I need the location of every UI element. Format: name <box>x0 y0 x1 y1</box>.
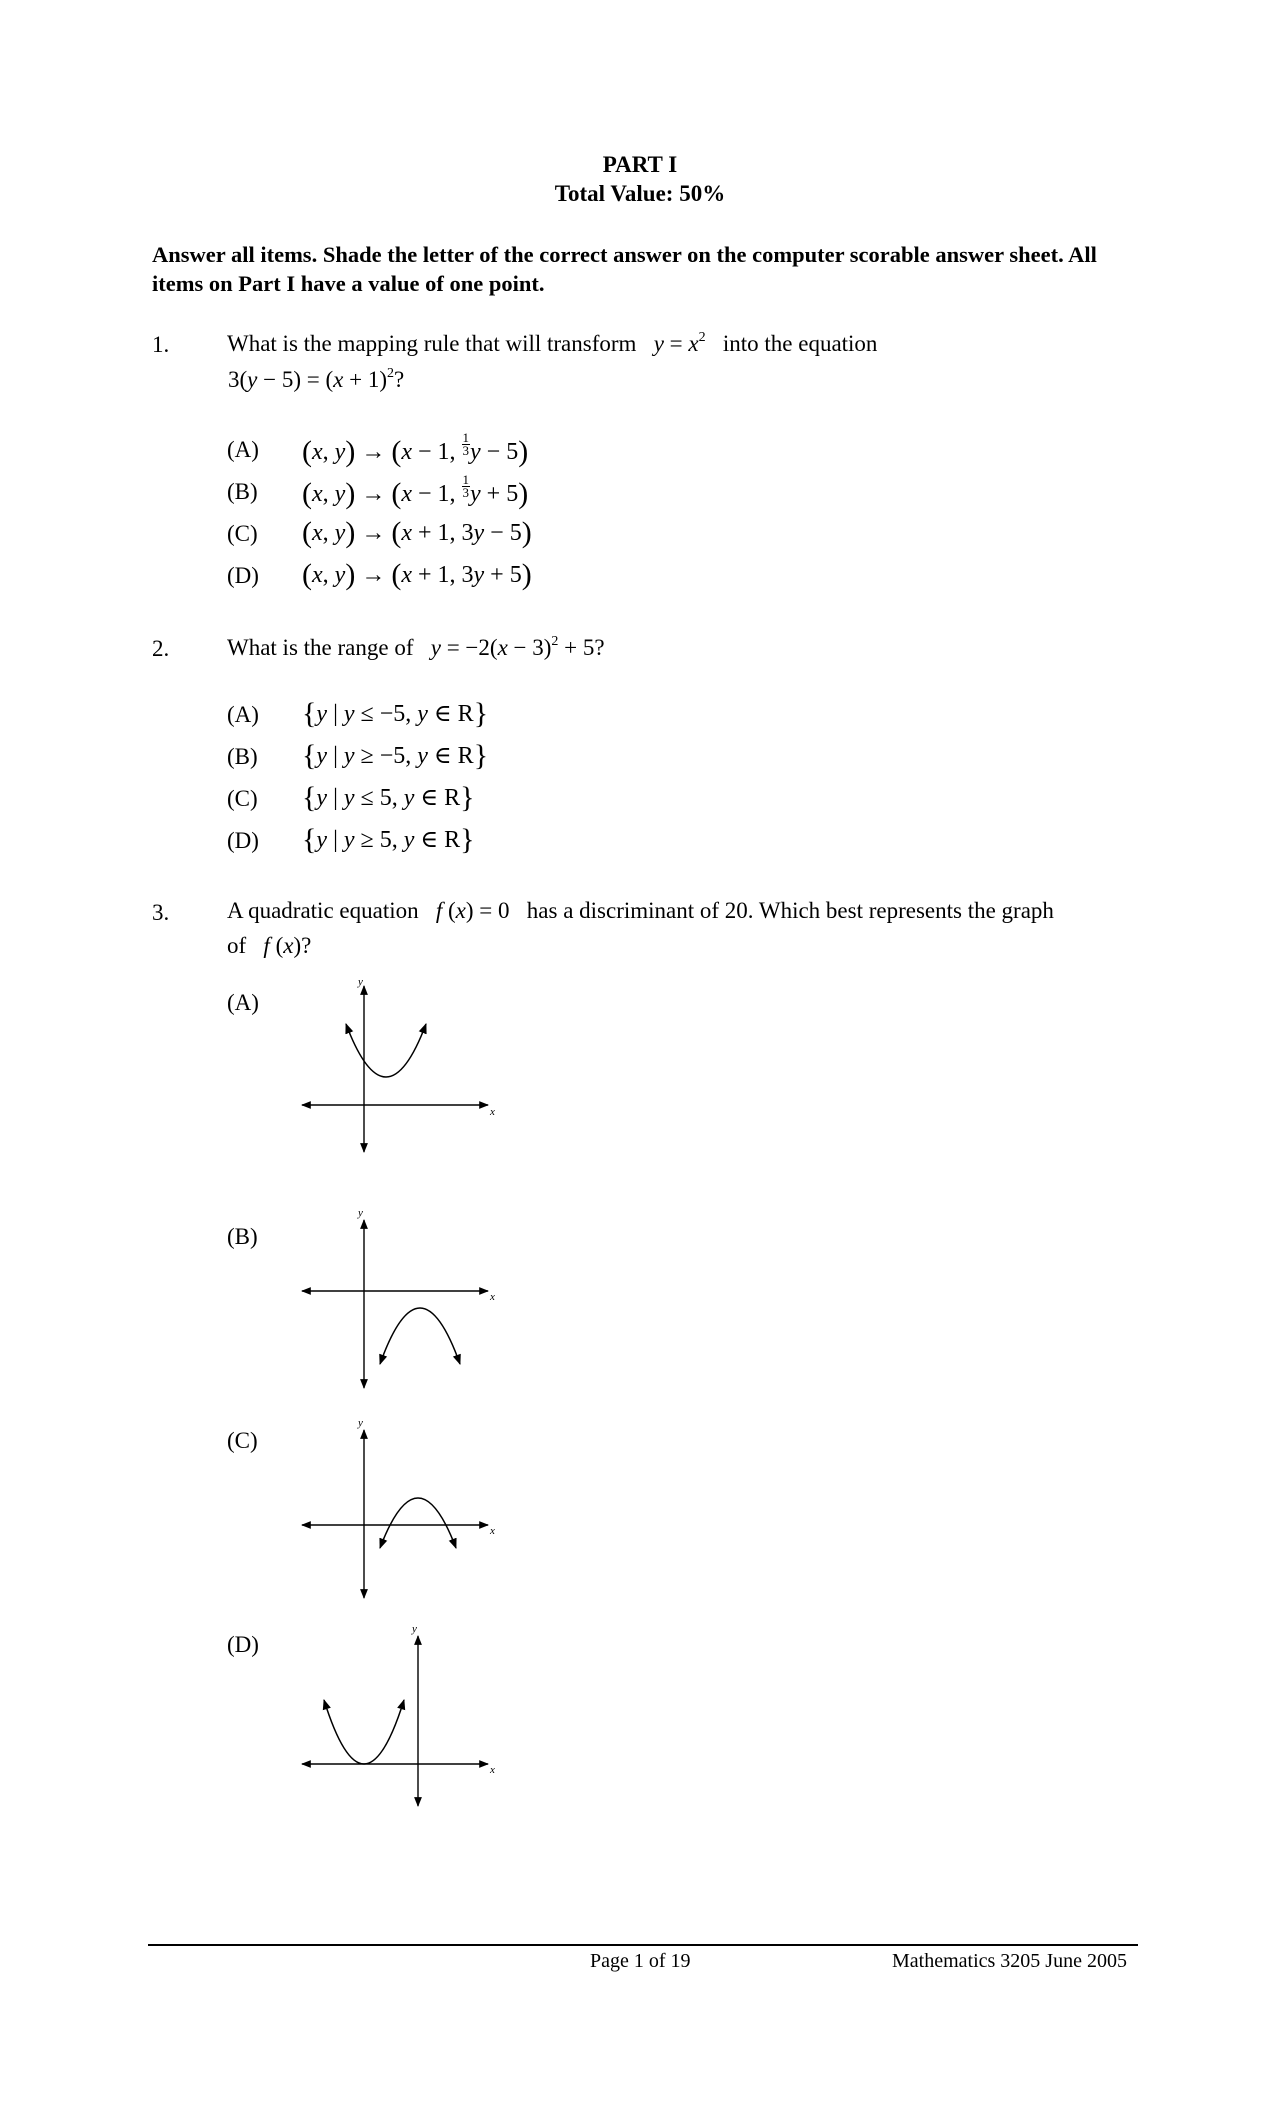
part-title: PART I <box>602 152 678 177</box>
question-3-number: 3. <box>152 900 170 925</box>
graph-option-d <box>300 1623 510 1808</box>
graph-option-c <box>300 1417 510 1602</box>
course-footer: Mathematics 3205 June 2005 <box>892 1950 1127 1972</box>
x-axis-label: x <box>490 1106 495 1118</box>
q3-option-a-label: (A) <box>227 990 259 1015</box>
total-value: Total Value: 50% <box>554 181 726 206</box>
y-axis-label: y <box>358 1417 363 1429</box>
y-axis-label: y <box>412 1623 417 1635</box>
q2-option-c-label: (C) <box>227 786 258 811</box>
q1-option-d-rule: (x, y) → (x + 1, 3y + 5) <box>302 558 532 591</box>
question-1-text-after: into the equation <box>722 331 878 356</box>
transformed-equation: $3(y - 5) = (x + 1)^2$? <box>228 366 405 392</box>
q3-option-c-label: (C) <box>227 1428 258 1453</box>
q2-option-a-label: (A) <box>227 702 259 727</box>
q2-option-a-set: {y | y ≤ −5, y ∈ R} <box>302 697 489 730</box>
parabola-curve <box>380 1308 460 1364</box>
q2-option-d-label: (D) <box>227 828 259 853</box>
x-axis-label: x <box>490 1525 495 1537</box>
question-2-text: What is the range of $y = -2(x - 3)^2 + 5$? <box>227 634 605 660</box>
question-1-text-before: What is the mapping rule that will transform <box>227 331 637 356</box>
q1-option-c-rule: (x, y) → (x + 1, 3y − 5) <box>302 516 532 549</box>
question-3-text-line1-after: has a discriminant of 20. Which best represents the graph <box>526 898 1054 923</box>
q1-option-b-label: (B) <box>227 479 258 504</box>
equation-y-equals-x-squared: y <box>653 331 664 356</box>
y-axis-label: y <box>358 1207 363 1219</box>
footer-rule <box>148 1944 1138 1946</box>
q3-option-d-label: (D) <box>227 1632 259 1657</box>
parabola-curve <box>346 1024 426 1077</box>
q1-option-c-label: (C) <box>227 521 258 546</box>
question-3-text-line2-before: of <box>227 933 247 958</box>
q1-option-d-label: (D) <box>227 563 259 588</box>
question-3-text-line-1: A quadratic equation f (x) = 0 has a discriminant of 20. Which best represents the graph <box>227 898 1054 923</box>
q3-option-b-label: (B) <box>227 1224 258 1249</box>
parabola-curve <box>324 1700 404 1764</box>
question-1-text: What is the mapping rule that will transform $y = x^2$ into the equation <box>227 330 878 356</box>
question-3-text-line1-before: A quadratic equation <box>227 898 419 923</box>
question-2-number: 2. <box>152 636 170 661</box>
x-axis-label: x <box>490 1291 495 1303</box>
q1-option-b-rule: (x, y) → (x − 1, $\frac{1}{3}$ y + 5) <box>302 472 529 510</box>
y-axis-label: y <box>358 976 363 988</box>
q1-option-a-label: (A) <box>227 437 259 462</box>
question-3-text-line-2: of f (x)? <box>227 933 312 958</box>
instructions: Answer all items. Shade the letter of the correct answer on the computer scorable answer sheet. All items on Part I have a value of one point. <box>152 242 1097 296</box>
parabola-curve <box>380 1498 456 1548</box>
q1-option-a-rule: (x, y) → (x − 1, $\frac{1}{3}$ y − 5) <box>302 430 529 468</box>
question-1-number: 1. <box>152 332 170 357</box>
question-2-text-before: What is the range of <box>227 635 414 660</box>
q2-option-d-set: {y | y ≥ 5, y ∈ R} <box>302 823 475 856</box>
q2-option-c-set: {y | y ≤ 5, y ∈ R} <box>302 781 475 814</box>
q2-option-b-label: (B) <box>227 744 258 769</box>
q2-option-b-set: {y | y ≥ −5, y ∈ R} <box>302 739 489 772</box>
page-number: Page 1 of 19 <box>590 1950 691 1972</box>
graph-option-b <box>300 1207 510 1392</box>
graph-option-a <box>300 976 510 1160</box>
x-axis-label: x <box>490 1764 495 1776</box>
